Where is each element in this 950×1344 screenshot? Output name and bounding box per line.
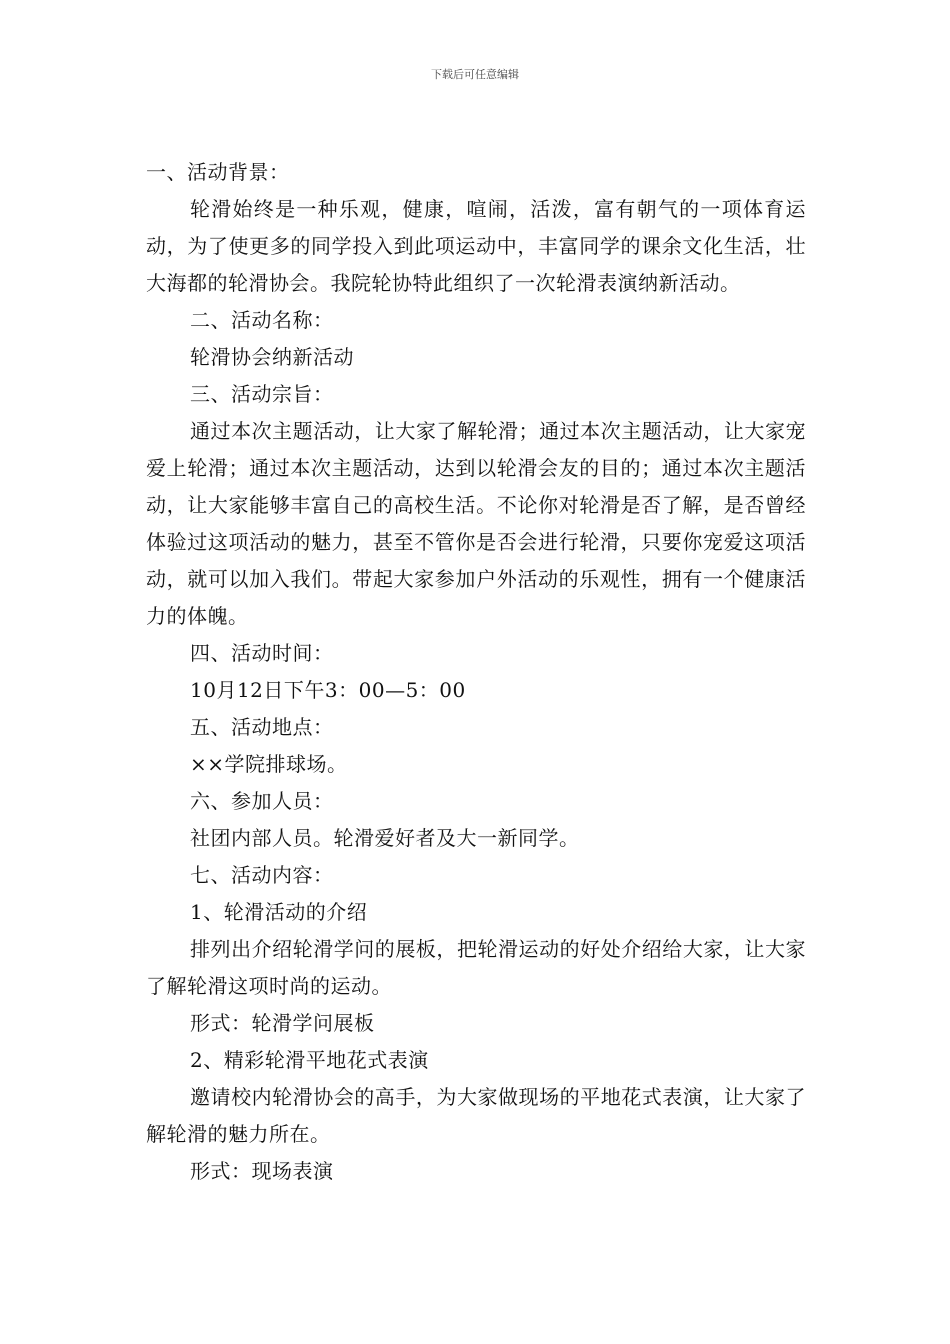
activity-location-text: ××学院排球场。 bbox=[190, 752, 348, 776]
background-paragraph: 轮滑始终是一种乐观，健康，喧闹，活泼，富有朝气的一项体育运动，为了使更多的同学投入到此项运动中，丰富同学的课余文化生活，壮大海都的轮滑协会。我院轮协特此组织了一次轮滑表演纳新活动。 bbox=[146, 197, 806, 295]
activity-name-text: 轮滑协会纳新活动 bbox=[190, 345, 354, 369]
section-heading-background: 一、活动背景： bbox=[146, 160, 290, 184]
section-heading-location: 五、活动地点： bbox=[190, 715, 334, 739]
purpose-paragraph: 通过本次主题活动，让大家了解轮滑；通过本次主题活动，让大家宠爱上轮滑；通过本次主题活动，达到以轮滑会友的目的；通过本次主题活动，让大家能够丰富自己的高校生活。不论你对轮滑是否了解，是否曾经体验过这项活动的魅力，甚至不管你是否会进行轮滑，只要你宠爱这项活动，就可以加入我们。带起大家参加户外活动的乐观性，拥有一个健康活力的体魄。 bbox=[146, 419, 806, 628]
content-item-1-title: 1、轮滑活动的介绍 bbox=[190, 900, 368, 924]
document-body bbox=[146, 154, 806, 1190]
participants-text: 社团内部人员。轮滑爱好者及大一新同学。 bbox=[190, 826, 580, 850]
content-item-1-description: 排列出介绍轮滑学问的展板，把轮滑运动的好处介绍给大家，让大家了解轮滑这项时尚的运动。 bbox=[146, 937, 806, 998]
page-header-note: 下载后可任意编辑 bbox=[431, 68, 519, 81]
content-item-2-title: 2、精彩轮滑平地花式表演 bbox=[190, 1048, 429, 1072]
activity-time-text: 10月12日下午3：00—5：00 bbox=[190, 678, 466, 702]
section-heading-name: 二、活动名称： bbox=[190, 308, 334, 332]
content-item-1-format: 形式：轮滑学问展板 bbox=[190, 1011, 375, 1035]
section-heading-time: 四、活动时间： bbox=[190, 641, 334, 665]
content-item-2-format: 形式：现场表演 bbox=[190, 1159, 334, 1183]
content-item-2-description: 邀请校内轮滑协会的高手，为大家做现场的平地花式表演，让大家了解轮滑的魅力所在。 bbox=[146, 1085, 806, 1146]
section-heading-participants: 六、参加人员： bbox=[190, 789, 334, 813]
section-heading-purpose: 三、活动宗旨： bbox=[190, 382, 334, 406]
section-heading-content: 七、活动内容： bbox=[190, 863, 334, 887]
